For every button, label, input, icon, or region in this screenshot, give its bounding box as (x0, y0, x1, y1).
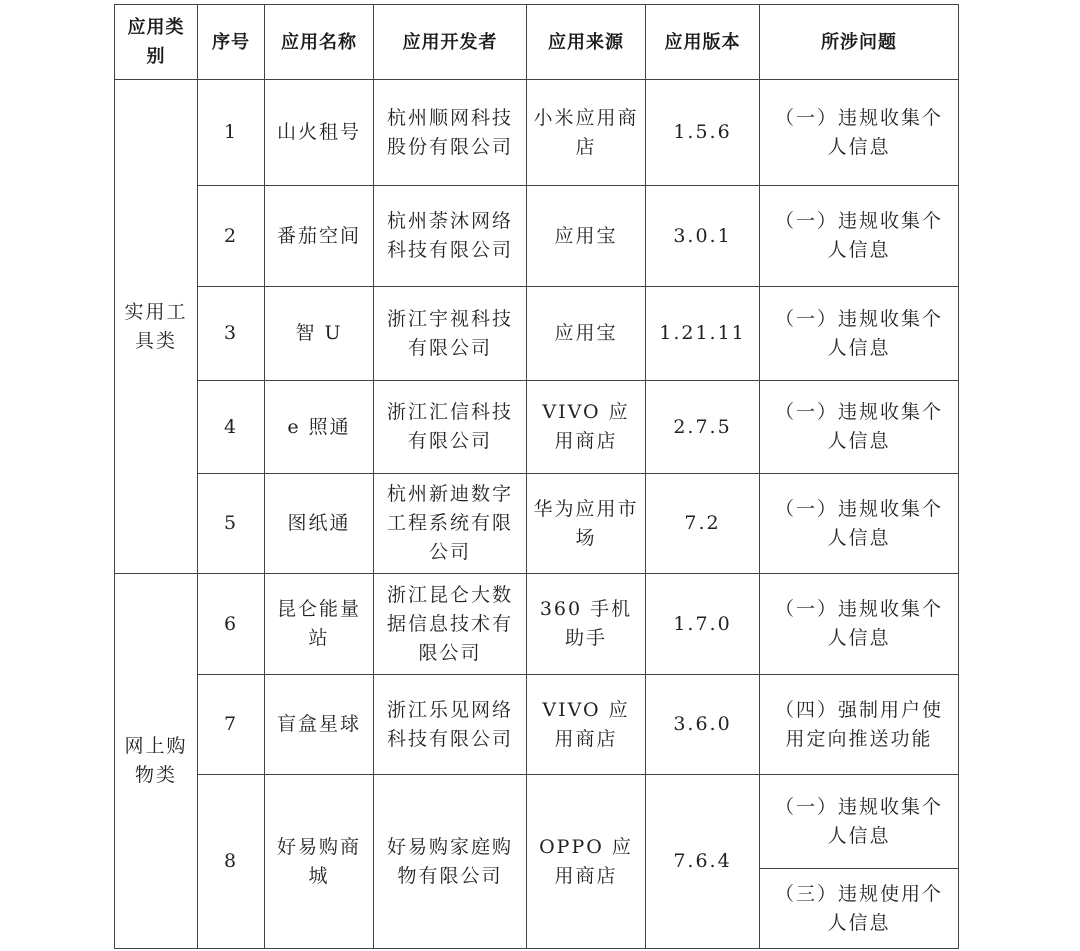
row-developer: 浙江乐见网络科技有限公司 (374, 675, 527, 775)
row-version: 1.5.6 (646, 80, 760, 186)
row-issue: （一）违规收集个人信息 (760, 474, 959, 574)
row-source: VIVO 应用商店 (527, 381, 646, 474)
row-index: 6 (198, 574, 265, 675)
row-issue: （一）违规收集个人信息 (760, 287, 959, 381)
row-version: 1.7.0 (646, 574, 760, 675)
row-version: 7.6.4 (646, 775, 760, 949)
row-developer: 杭州新迪数字工程系统有限公司 (374, 474, 527, 574)
row-source: VIVO 应用商店 (527, 675, 646, 775)
row-version: 3.6.0 (646, 675, 760, 775)
row-app-name: 盲盒星球 (265, 675, 374, 775)
row-developer: 浙江昆仑大数据信息技术有限公司 (374, 574, 527, 675)
row-version: 3.0.1 (646, 186, 760, 287)
app-issues-table (114, 4, 959, 949)
header-developer: 应用开发者 (374, 5, 527, 80)
row-app-name: 好易购商城 (265, 775, 374, 949)
row-developer: 浙江汇信科技有限公司 (374, 381, 527, 474)
table-row (115, 287, 959, 381)
row-source: 应用宝 (527, 287, 646, 381)
header-category: 应用类别 (115, 5, 198, 80)
row-developer: 杭州荼沐网络科技有限公司 (374, 186, 527, 287)
row-version: 7.2 (646, 474, 760, 574)
row-issue: （一）违规收集个人信息 (760, 186, 959, 287)
row-index: 7 (198, 675, 265, 775)
table-row (115, 474, 959, 574)
table-row (115, 675, 959, 775)
row-issue: （一）违规收集个人信息 (760, 80, 959, 186)
row-source: 小米应用商店 (527, 80, 646, 186)
row-developer: 好易购家庭购物有限公司 (374, 775, 527, 949)
row-issue: （三）违规使用个人信息 (760, 869, 959, 949)
row-app-name: e 照通 (265, 381, 374, 474)
row-issue: （四）强制用户使用定向推送功能 (760, 675, 959, 775)
row-index: 1 (198, 80, 265, 186)
row-app-name: 山火租号 (265, 80, 374, 186)
row-issue: （一）违规收集个人信息 (760, 381, 959, 474)
table-row (115, 186, 959, 287)
table-row (115, 775, 959, 869)
row-app-name: 番茄空间 (265, 186, 374, 287)
row-index: 3 (198, 287, 265, 381)
row-source: 应用宝 (527, 186, 646, 287)
header-app-name: 应用名称 (265, 5, 374, 80)
row-source: OPPO 应用商店 (527, 775, 646, 949)
row-index: 5 (198, 474, 265, 574)
table-row (115, 381, 959, 474)
header-issues: 所涉问题 (760, 5, 959, 80)
row-app-name: 图纸通 (265, 474, 374, 574)
table-row (115, 574, 959, 675)
header-index: 序号 (198, 5, 265, 80)
row-source: 360 手机助手 (527, 574, 646, 675)
category-cell-tools: 实用工具类 (115, 80, 198, 574)
table-row (115, 80, 959, 186)
row-app-name: 智 U (265, 287, 374, 381)
row-issue: （一）违规收集个人信息 (760, 775, 959, 869)
category-cell-shopping: 网上购物类 (115, 574, 198, 949)
header-row (115, 5, 959, 80)
row-issue: （一）违规收集个人信息 (760, 574, 959, 675)
row-version: 1.21.11 (646, 287, 760, 381)
row-source: 华为应用市场 (527, 474, 646, 574)
header-version: 应用版本 (646, 5, 760, 80)
row-index: 2 (198, 186, 265, 287)
row-app-name: 昆仑能量站 (265, 574, 374, 675)
row-developer: 杭州顺网科技股份有限公司 (374, 80, 527, 186)
row-index: 4 (198, 381, 265, 474)
header-source: 应用来源 (527, 5, 646, 80)
row-version: 2.7.5 (646, 381, 760, 474)
row-index: 8 (198, 775, 265, 949)
row-developer: 浙江宇视科技有限公司 (374, 287, 527, 381)
